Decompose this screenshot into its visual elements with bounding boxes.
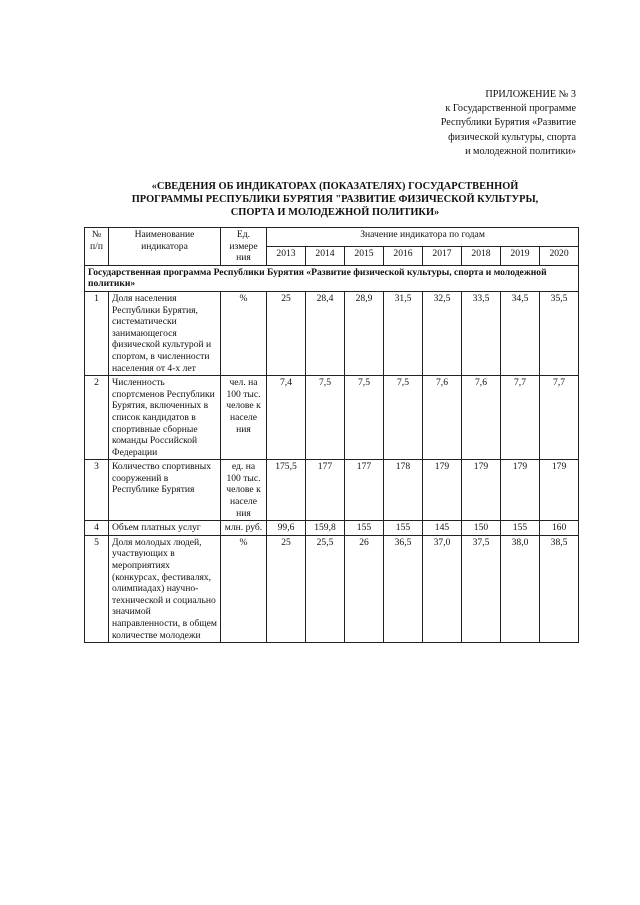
appendix-block <box>380 88 576 159</box>
indicator-value: 31,5 <box>384 291 423 375</box>
indicator-value: 38,5 <box>540 535 579 642</box>
appendix-line: и молодежной политики» <box>465 145 576 157</box>
indicator-value: 7,5 <box>345 376 384 460</box>
year-header: 2019 <box>501 246 540 265</box>
indicator-unit: ед. на 100 тыс. челове к населе ния <box>221 460 267 521</box>
year-header: 2013 <box>267 246 306 265</box>
row-num: 5 <box>85 535 109 642</box>
indicator-value: 38,0 <box>501 535 540 642</box>
indicator-unit: млн. руб. <box>221 521 267 536</box>
indicator-unit: чел. на 100 тыс. челове к населе ния <box>221 376 267 460</box>
indicator-value: 177 <box>306 460 345 521</box>
indicator-value: 179 <box>462 460 501 521</box>
table-row <box>85 535 579 642</box>
title-line: ПРОГРАММЫ РЕСПУБЛИКИ БУРЯТИЯ "РАЗВИТИЕ ФИЗИЧЕСКОЙ КУЛЬТУРЫ, <box>131 194 539 205</box>
indicator-value: 37,5 <box>462 535 501 642</box>
title-line: «СВЕДЕНИЯ ОБ ИНДИКАТОРАХ (ПОКАЗАТЕЛЯХ) ГОСУДАРСТВЕННОЙ <box>151 181 519 192</box>
title-line: СПОРТА И МОЛОДЕЖНОЙ ПОЛИТИКИ» <box>230 207 440 218</box>
indicator-name: Численность спортсменов Республики Бурятия, включенных в список кандидатов в спортивные сборные команды Российской Федерации <box>109 376 221 460</box>
table-row <box>85 291 579 375</box>
appendix-line: Республики Бурятия «Развитие <box>440 117 576 129</box>
indicators-table <box>84 227 579 643</box>
indicator-value: 25 <box>267 535 306 642</box>
indicator-value: 150 <box>462 521 501 536</box>
row-num: 1 <box>85 291 109 375</box>
section-row <box>85 265 579 291</box>
year-header: 2017 <box>423 246 462 265</box>
indicator-value: 7,6 <box>423 376 462 460</box>
indicator-value: 177 <box>345 460 384 521</box>
indicator-unit: % <box>221 535 267 642</box>
indicator-value: 25 <box>267 291 306 375</box>
indicator-name: Количество спортивных сооружений в Республике Бурятия <box>109 460 221 521</box>
year-header: 2016 <box>384 246 423 265</box>
indicator-unit: % <box>221 291 267 375</box>
year-header: 2020 <box>540 246 579 265</box>
indicator-value: 7,7 <box>501 376 540 460</box>
row-num: 4 <box>85 521 109 536</box>
indicator-name: Доля населения Республики Бурятия, систематически занимающегося физической культурой и спортом, в численности населения от 4-х лет <box>109 291 221 375</box>
indicator-value: 34,5 <box>501 291 540 375</box>
indicator-value: 160 <box>540 521 579 536</box>
section-title: Государственная программа Республики Бурятия «Развитие физической культуры, спорта и молодежной политики» <box>85 265 579 291</box>
appendix-line: физической культуры, спорта <box>448 131 576 143</box>
indicator-value: 33,5 <box>462 291 501 375</box>
indicator-name: Объем платных услуг <box>109 521 221 536</box>
indicator-value: 7,7 <box>540 376 579 460</box>
indicator-value: 99,6 <box>267 521 306 536</box>
document-title <box>90 180 580 219</box>
header-unit: Ед. измере ния <box>221 228 267 266</box>
indicator-value: 35,5 <box>540 291 579 375</box>
indicator-value: 7,6 <box>462 376 501 460</box>
indicator-value: 28,9 <box>345 291 384 375</box>
header-name: Наименование индикатора <box>109 228 221 266</box>
indicator-value: 155 <box>384 521 423 536</box>
indicator-value: 7,5 <box>384 376 423 460</box>
indicator-value: 145 <box>423 521 462 536</box>
year-header: 2014 <box>306 246 345 265</box>
year-header: 2018 <box>462 246 501 265</box>
table-row <box>85 521 579 536</box>
indicator-value: 179 <box>423 460 462 521</box>
header-row-1 <box>85 228 579 247</box>
indicator-value: 178 <box>384 460 423 521</box>
table-row <box>85 460 579 521</box>
indicator-value: 25,5 <box>306 535 345 642</box>
indicator-name: Доля молодых людей, участвующих в мероприятиях (конкурсах, фестивалях, олимпиадах) научно-технической и социально значимой направленности, в общем количестве молодежи <box>109 535 221 642</box>
indicator-value: 175,5 <box>267 460 306 521</box>
indicator-value: 155 <box>501 521 540 536</box>
indicator-value: 32,5 <box>423 291 462 375</box>
indicator-value: 155 <box>345 521 384 536</box>
appendix-line: к Государственной программе <box>445 103 576 115</box>
indicator-value: 179 <box>540 460 579 521</box>
row-num: 3 <box>85 460 109 521</box>
indicator-value: 159,8 <box>306 521 345 536</box>
indicator-value: 7,4 <box>267 376 306 460</box>
indicator-value: 37,0 <box>423 535 462 642</box>
indicator-value: 36,5 <box>384 535 423 642</box>
year-header: 2015 <box>345 246 384 265</box>
row-num: 2 <box>85 376 109 460</box>
indicator-value: 26 <box>345 535 384 642</box>
table-row <box>85 376 579 460</box>
header-num: № п/п <box>85 228 109 266</box>
indicator-value: 28,4 <box>306 291 345 375</box>
header-values-group: Значение индикатора по годам <box>267 228 579 247</box>
indicator-value: 7,5 <box>306 376 345 460</box>
indicator-value: 179 <box>501 460 540 521</box>
appendix-line: ПРИЛОЖЕНИЕ № 3 <box>485 89 576 100</box>
